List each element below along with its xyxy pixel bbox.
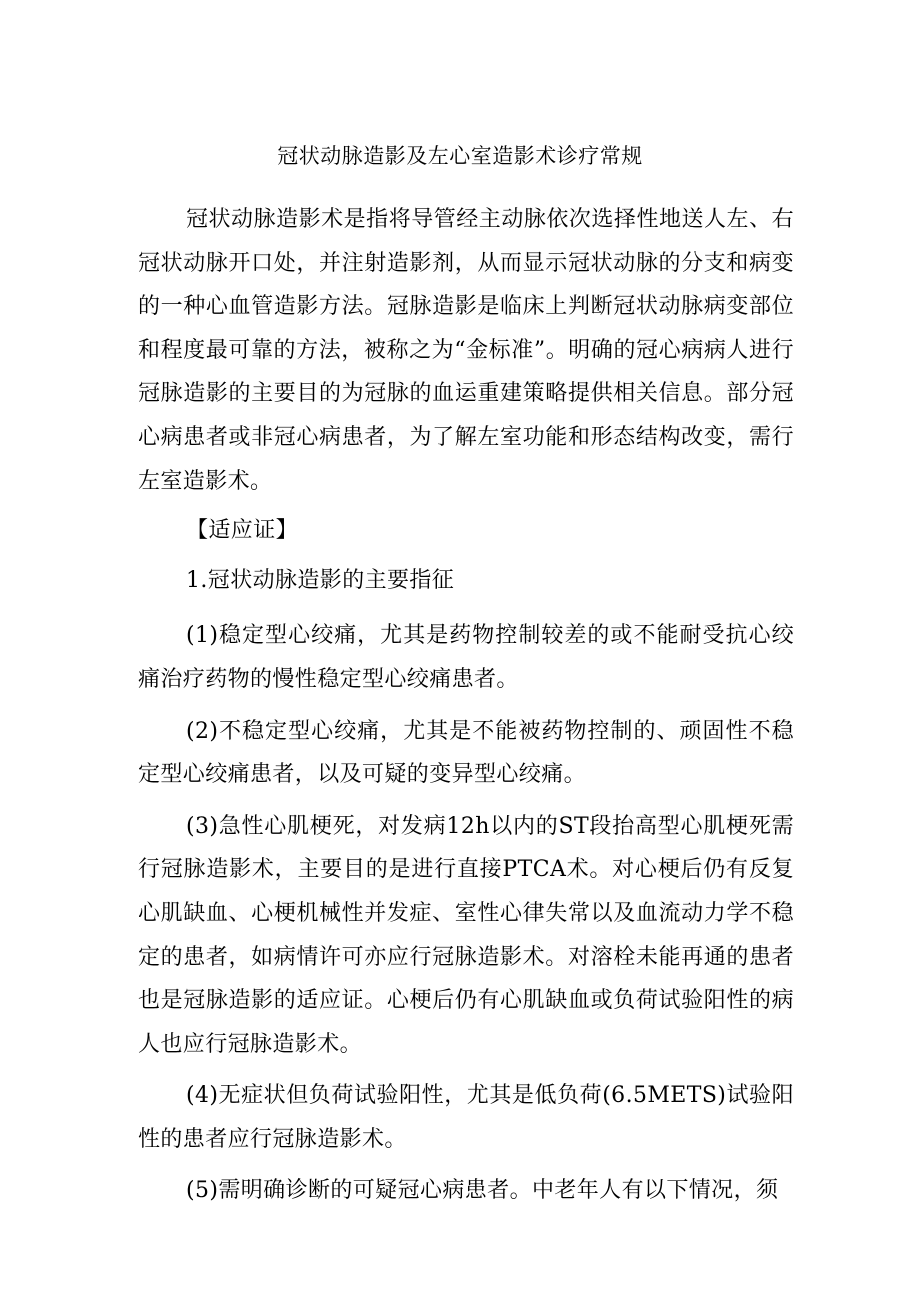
- intro-paragraph: 冠状动脉造影术是指将导管经主动脉依次选择性地送人左、右冠状动脉开口处，并注射造影剂，从而显示冠状动脉的分支和病变的一种心血管造影方法。冠脉造影是临床上判断冠状动脉病变部位和程度最可靠的方法，被称之为“金标准”。明确的冠心病病人进行冠脉造影的主要目的为冠脉的血运重建策略提供相关信息。部分冠心病患者或非冠心病患者，为了解左室功能和形态结构改变，需行左室造影术。: [138, 207, 794, 494]
- section-heading-indications: 【适应证】: [186, 518, 299, 544]
- indication-item-4: (4)无症状但负荷试验阳性，尤其是低负荷(6.5METS)试验阳性的患者应行冠脉造影术。: [138, 1083, 794, 1152]
- document-body: [138, 198, 794, 1213]
- indication-item-3: (3)急性心肌梗死，对发病12h以内的ST段抬高型心肌梗死需行冠脉造影术，主要目的是进行直接PTCA术。对心梗后仍有反复心肌缺血、心梗机械性并发症、室性心律失常以及血流动力学不稳定的患者，如病情许可亦应行冠脉造影术。对溶栓未能再通的患者也是冠脉造影的适应证。心梗后仍有心肌缺血或负荷试验阳性的病人也应行冠脉造影术。: [138, 813, 794, 1057]
- document-title: 冠状动脉造影及左心室造影术诊疗常规: [277, 144, 643, 168]
- indication-item-5: (5)需明确诊断的可疑冠心病患者。中老年人有以下情况，须: [186, 1178, 779, 1204]
- indication-item-1: (1)稳定型心绞痛，尤其是药物控制较差的或不能耐受抗心绞痛治疗药物的慢性稳定型心绞痛患者。: [138, 623, 794, 692]
- indication-item-2: (2)不稳定型心绞痛，尤其是不能被药物控制的、顽固性不稳定型心绞痛患者，以及可疑的变异型心绞痛。: [138, 718, 794, 788]
- subheading-main-indications: 1.冠状动脉造影的主要指征: [186, 567, 455, 593]
